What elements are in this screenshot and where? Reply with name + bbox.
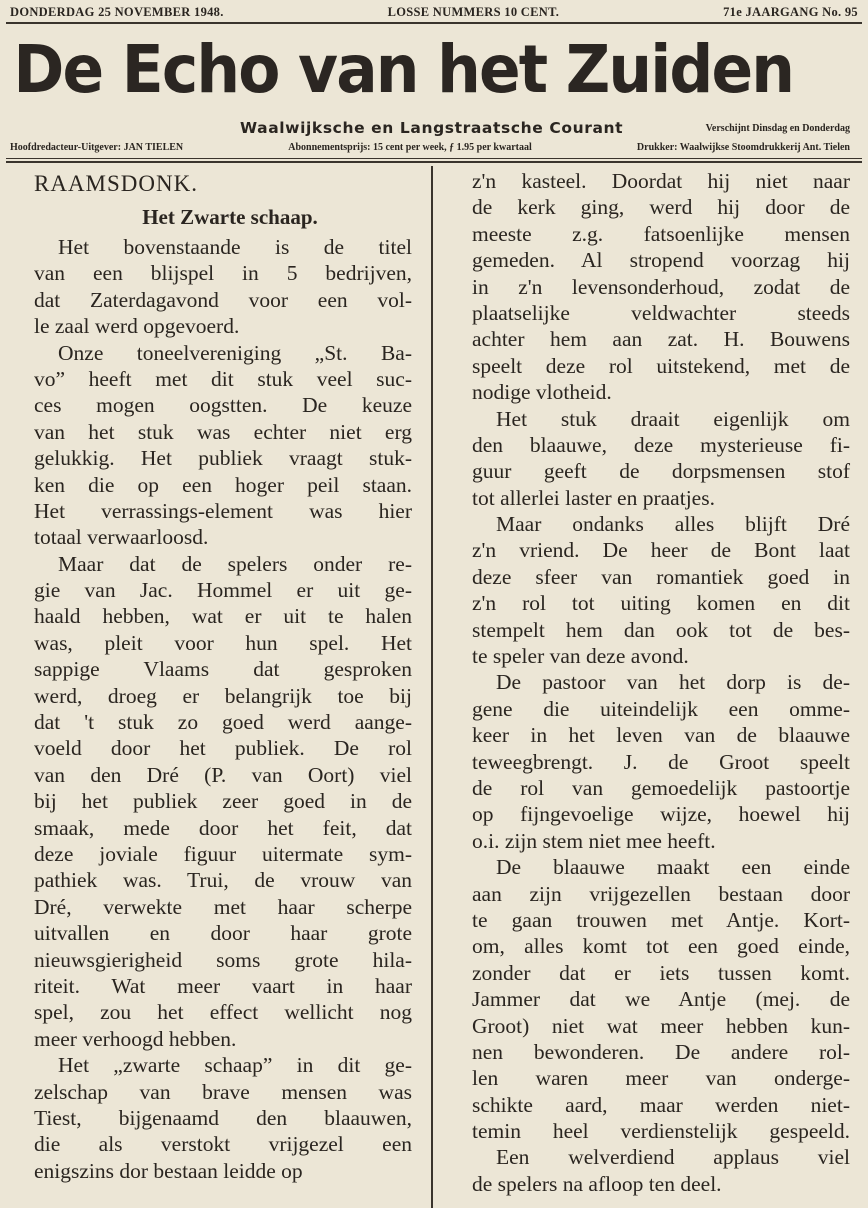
text-line: bij het publiek zeer goed in de [34, 789, 412, 814]
publication-schedule: Verschijnt Dinsdag en Donderdag [705, 123, 850, 134]
text-line: te speler van deze avond. [472, 644, 689, 669]
section-heading: RAAMSDONK. [34, 171, 198, 196]
text-line: z'n rol tot uiting komen en dit [472, 591, 850, 616]
editor-info: Hoofdredacteur-Uitgever: JAN TIELEN [10, 142, 184, 153]
text-line: van het stuk was echter niet erg [34, 419, 412, 444]
text-line: Het stuk draait eigenlijk om [496, 406, 850, 431]
text-line: De pastoor van het dorp is de- [496, 670, 850, 695]
text-line: De blaauwe maakt een einde [496, 855, 850, 880]
text-line: nen bewonderen. De andere rol- [472, 1039, 850, 1064]
publisher-info-line [10, 142, 850, 156]
text-line: Het verrassings-element was hier [34, 498, 412, 523]
issue-price: LOSSE NUMMERS 10 CENT. [387, 4, 560, 19]
text-line: voeld door het publiek. De rol [34, 736, 412, 761]
text-line: speelt deze rol uitstekend, met de [472, 353, 850, 378]
top-rule [6, 22, 862, 24]
text-line: temin heel verdienstelijk gespeeld. [472, 1119, 850, 1144]
text-line: de rol van gemoedelijk pastoortje [472, 775, 850, 800]
text-line: ken die op een hoger peil staan. [34, 472, 412, 497]
printer-info: Drukker: Waalwijkse Stoomdrukkerij Ant. Tielen [636, 142, 850, 153]
text-line: Dré, verwekte met haar scherpe [34, 894, 412, 919]
text-line: len waren meer van onderge- [472, 1066, 850, 1091]
text-line: dat Zaterdagavond voor een vol- [34, 287, 412, 312]
text-line: haald hebben, wat er uit te halen [34, 604, 412, 629]
text-line: van den Dré (P. van Oort) viel [34, 762, 412, 787]
text-line: stempelt hem dan ook tot de bes- [472, 617, 850, 642]
text-line: te gaan trouwen met Antje. Kort- [472, 907, 850, 932]
text-line: Het bovenstaande is de titel [58, 235, 412, 259]
article-title: Het Zwarte schaap. [142, 205, 318, 229]
text-line: aan zijn vrijgezellen bestaan door [472, 881, 850, 906]
text-line: deze sfeer van romantiek goed in [472, 564, 850, 589]
masthead-subtitle: Waalwijksche en Langstraatsche Courant [240, 119, 624, 137]
text-line: Een welverdiend applaus viel [496, 1145, 850, 1170]
text-line: achter hem aan zat. H. Bouwens [472, 327, 850, 352]
text-line: spel, zou het effect wellicht nog [34, 1000, 412, 1025]
text-line: gelukkig. Het publiek vraagt stuk- [34, 446, 412, 471]
text-line: sappige Vlaams dat gesproken [34, 657, 412, 682]
text-line: Het „zwarte schaap” in dit ge- [58, 1053, 412, 1078]
article-column-left [34, 168, 412, 1184]
text-line: gene die uiteindelijk een omme- [472, 696, 850, 721]
text-line: plaatselijke veldwachter steeds [472, 300, 850, 325]
text-line: teweegbrengt. J. de Groot speelt [472, 749, 850, 774]
text-line: guur geeft de dorpsmensen stof [472, 459, 850, 484]
text-line: z'n kasteel. Doordat hij niet naar [472, 169, 850, 193]
text-line: meer verhoogd hebben. [34, 1026, 237, 1051]
text-line: gemeden. Al stropend voorzag hij [472, 248, 850, 273]
masthead-title: De Echo van het Zuiden [13, 31, 794, 108]
header-rule-thin [6, 158, 862, 159]
text-line: pathiek was. Trui, de vrouw van [34, 868, 412, 893]
text-line: om, alles komt tot een goed einde, [472, 934, 850, 959]
text-line: dat 't stuk zo goed werd aange- [34, 710, 412, 735]
text-line: enigszins dor bestaan leidde op [34, 1158, 303, 1183]
text-line: den blaauwe, deze mysterieuse fi- [472, 432, 850, 457]
text-line: Groot) niet wat meer hebben kun- [472, 1013, 850, 1038]
text-line: de spelers na afloop ten deel. [472, 1171, 722, 1196]
text-line: die als verstokt vrijgezel een [34, 1132, 412, 1157]
text-line: meeste z.g. fatsoenlijke mensen [472, 221, 850, 246]
text-line: tot allerlei laster en praatjes. [472, 485, 715, 510]
text-line: smaak, mede door het feit, dat [34, 815, 412, 840]
article-column-right [472, 168, 850, 1197]
text-line: Onze toneelvereniging „St. Ba- [58, 340, 412, 365]
text-line: ces mogen oogstten. De keuze [34, 393, 412, 418]
right-column-text [472, 168, 850, 1197]
text-line: uitvallen en door haar grote [34, 921, 412, 946]
text-line: z'n vriend. De heer de Bont laat [472, 538, 850, 563]
text-line: Tiest, bijgenaamd den blaauwen, [34, 1105, 412, 1130]
text-line: zelschap van brave mensen was [34, 1079, 412, 1104]
text-line: deze joviale figuur uitermate sym- [34, 841, 412, 866]
text-line: was, pleit voor hun spel. Het [34, 630, 412, 655]
text-line: nieuwsgierigheid soms grote hila- [34, 947, 412, 972]
header-rule-thick [6, 161, 862, 163]
text-line: Maar dat de spelers onder re- [58, 551, 412, 576]
text-line: o.i. zijn stem niet mee heeft. [472, 828, 716, 853]
text-line: le zaal werd opgevoerd. [34, 314, 240, 339]
column-divider [431, 166, 433, 1208]
text-line: zonder dat er iets tussen komt. [472, 960, 850, 985]
text-line: Maar ondanks alles blijft Dré [496, 512, 850, 537]
subscription-info: Abonnementsprijs: 15 cent per week, ƒ 1.95 per kwartaal [288, 142, 532, 153]
issue-volume: 71e JAARGANG No. 95 [723, 4, 858, 19]
text-line: Jammer dat we Antje (mej. de [472, 987, 850, 1012]
top-info-line [10, 3, 858, 21]
text-line: keer in het leven van de blaauwe [472, 723, 850, 748]
text-line: nodige vlotheid. [472, 380, 612, 405]
text-line: van een blijspel in 5 bedrijven, [34, 261, 412, 286]
text-line: werd, droeg er belangrijk toe bij [34, 683, 412, 708]
text-line: vo” heeft met dit stuk veel suc- [34, 366, 412, 391]
text-line: schikte aard, maar werden niet- [472, 1092, 850, 1117]
left-column-text [34, 234, 412, 1184]
text-line: op fijngevoelige wijze, hoewel hij [472, 802, 850, 827]
text-line: riteit. Wat meer vaart in haar [34, 973, 412, 998]
text-line: gie van Jac. Hommel er uit ge- [34, 578, 412, 603]
text-line: in z'n levensonderhoud, zodat de [472, 274, 850, 299]
text-line: totaal verwaarloosd. [34, 525, 209, 550]
issue-date: DONDERDAG 25 NOVEMBER 1948. [10, 4, 224, 19]
text-line: de kerk ging, werd hij door de [472, 195, 850, 220]
